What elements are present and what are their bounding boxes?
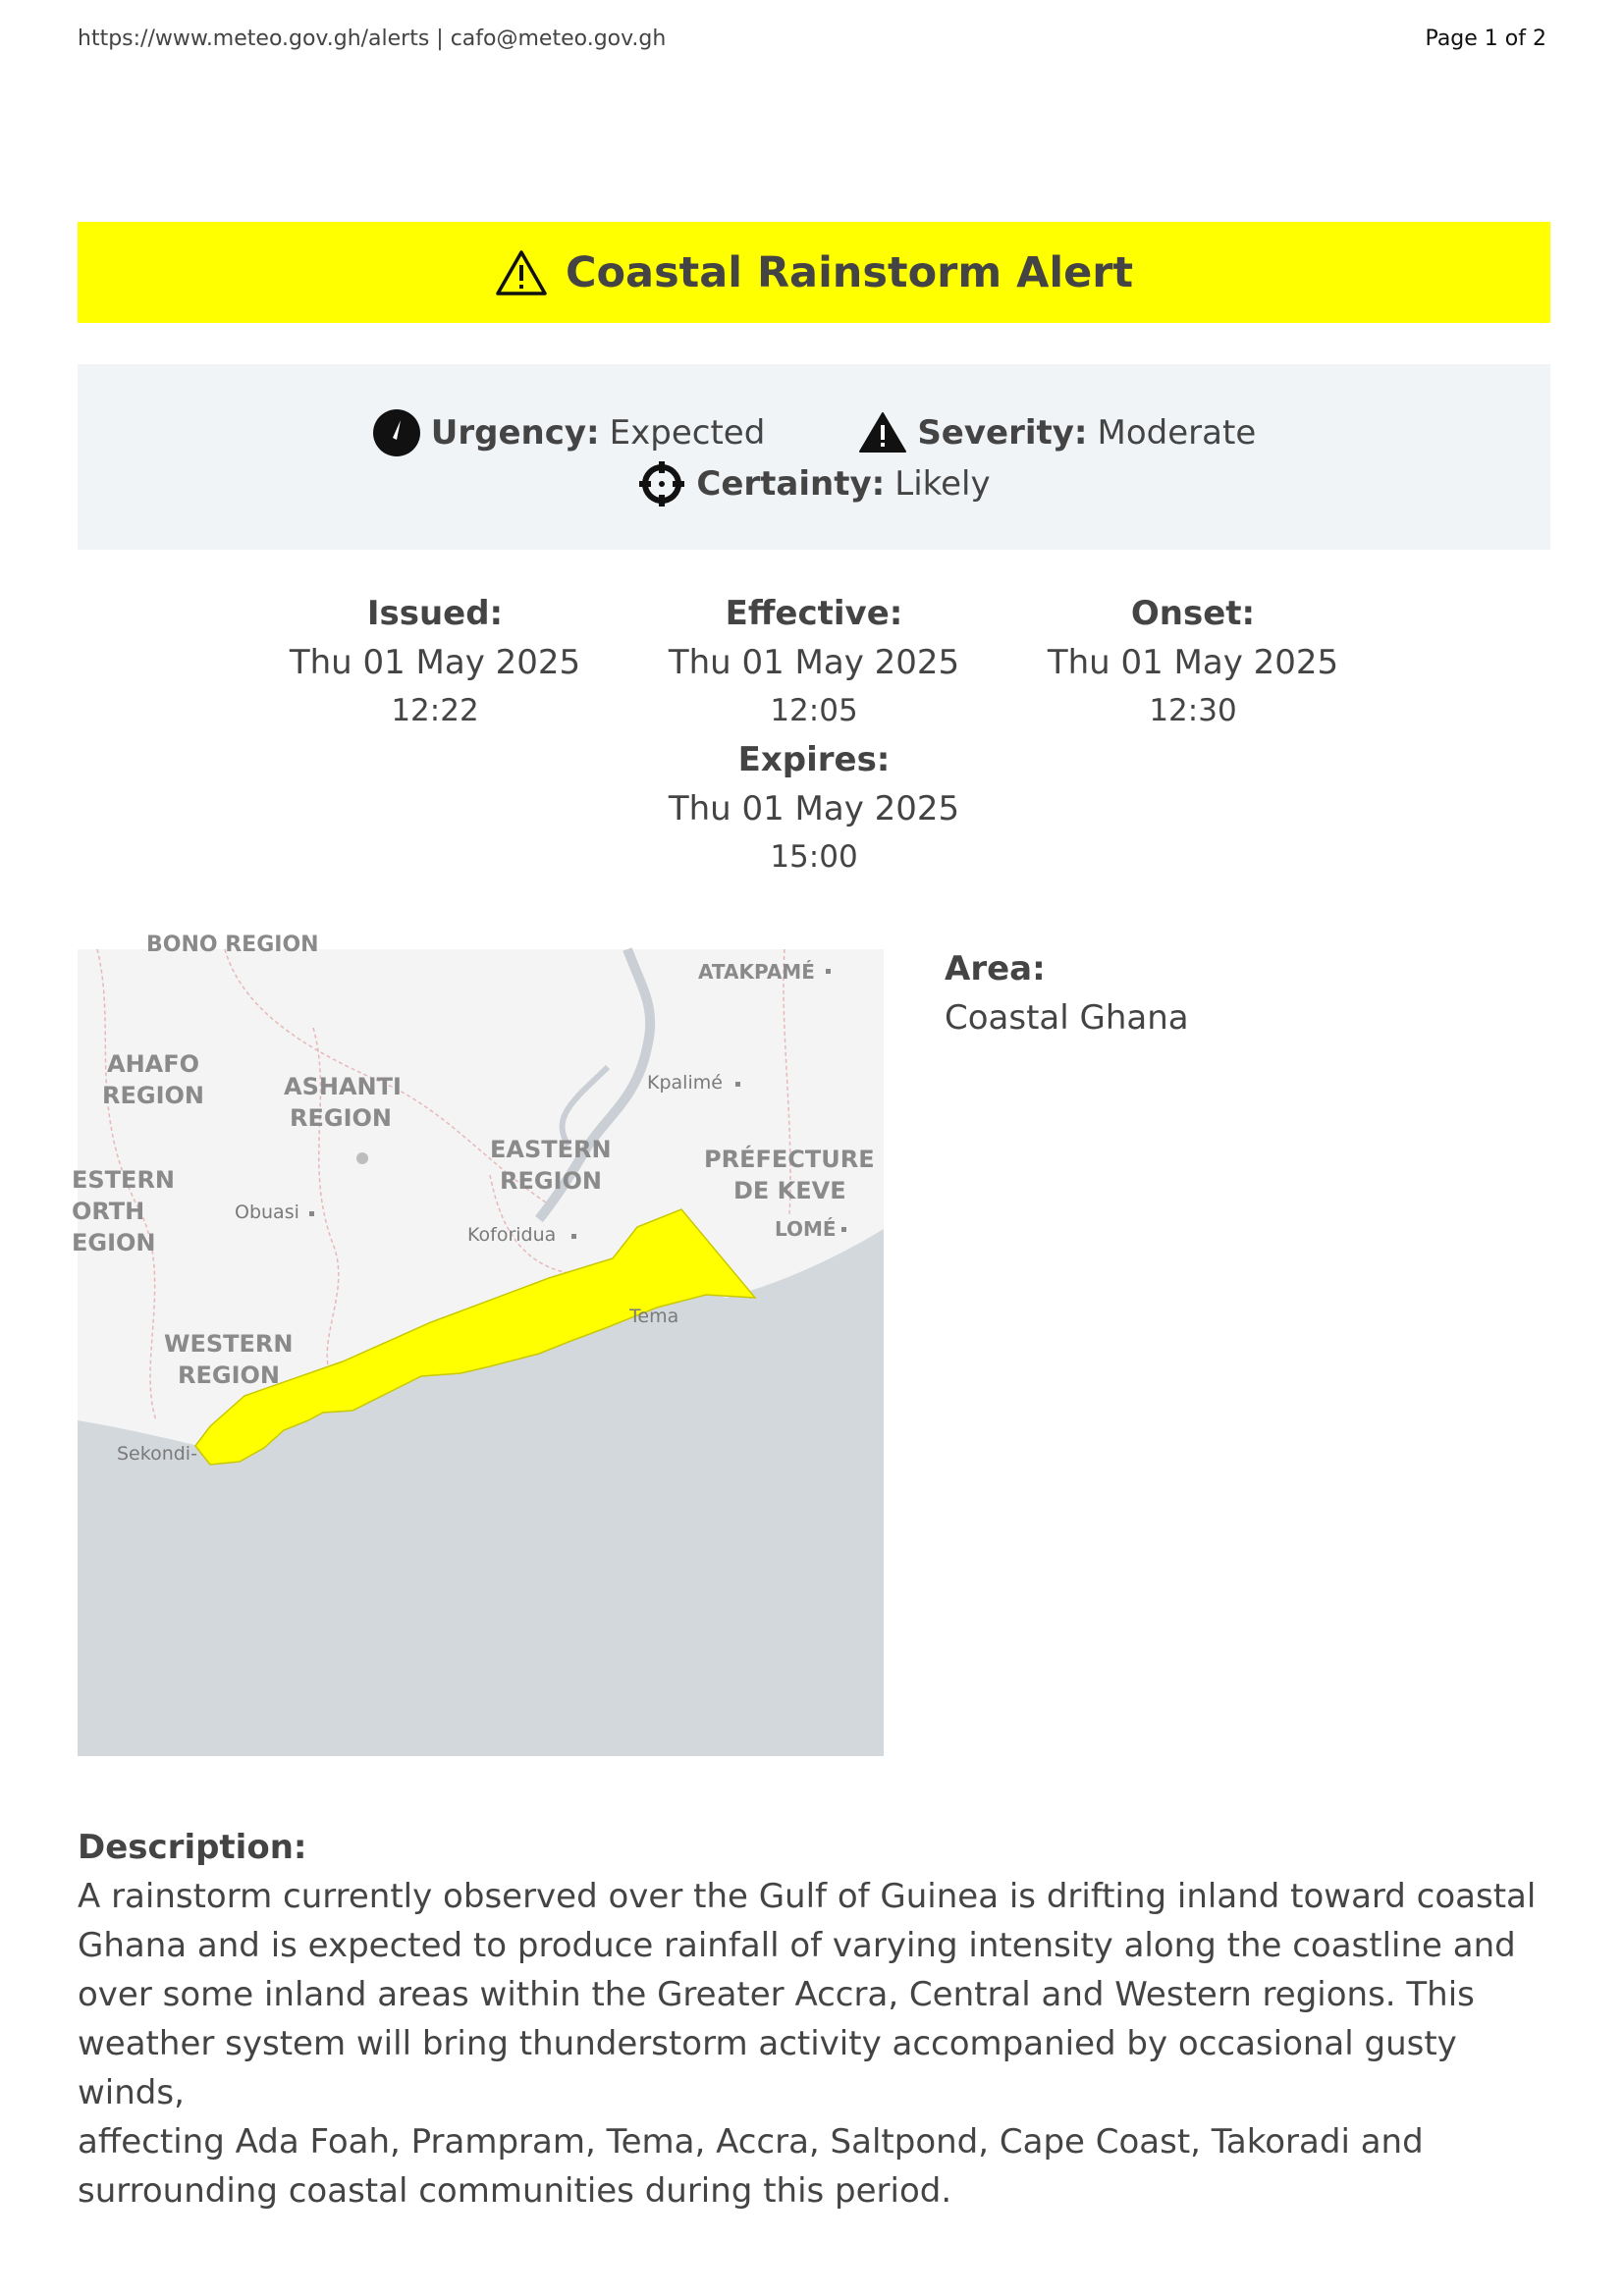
effective-day: Thu 01 May 2025 [668,643,960,682]
certainty-value: Likely [894,464,991,504]
town-marker [841,1227,846,1232]
city-marker [356,1152,368,1164]
map-label-ashanti-region: REGION [290,1104,392,1132]
description-line: weather system will bring thunderstorm activity accompanied by occasional gusty winds, [78,2024,1457,2112]
area-section [945,944,1189,1042]
crosshair-icon [637,459,686,508]
map-label-ashanti: ASHANTI [284,1073,402,1100]
town-marker [826,969,831,974]
map-label-atakpame: ATAKPAMÉ [698,960,815,984]
description-label: Description: [78,1828,307,1867]
alert-title: Coastal Rainstorm Alert [565,247,1134,297]
dates-section [78,589,1550,883]
map-canvas [72,933,884,1756]
map-label-bono: BONO REGION [146,933,319,957]
certainty-label: Certainty: [696,464,886,504]
urgency-label: Urgency: [430,413,600,453]
alert-title-bar [78,222,1550,323]
map-label-western-north-2: ORTH [72,1198,145,1225]
description-section [78,1823,1560,2216]
map-label-western-north-1: ESTERN [72,1166,176,1194]
severity-label: Severity: [917,413,1088,453]
map-label-prefecture: PRÉFECTURE [704,1146,875,1173]
map-label-lome: LOMÉ [775,1217,837,1241]
map-label-ahafo-region: REGION [102,1082,204,1109]
effective-label: Effective: [725,594,903,633]
map-label-ahafo: AHAFO [107,1050,200,1078]
stopwatch-icon [372,408,421,457]
map-label-western-north-3: EGION [72,1229,156,1256]
info-row [78,454,1550,513]
issued-time: 12:22 [391,693,479,728]
expires-block [647,735,981,881]
description-line: surrounding coastal communities during this period. [78,2171,952,2211]
alert-info-box [78,364,1550,550]
onset-day: Thu 01 May 2025 [1047,643,1339,682]
area-label: Area: [945,949,1046,988]
onset-label: Onset: [1130,594,1256,633]
map-label-eastern-region: REGION [500,1167,602,1195]
expires-day: Thu 01 May 2025 [668,789,960,828]
town-marker [735,1082,740,1087]
urgency-item [372,408,766,457]
alert-map [72,933,884,1756]
issued-day: Thu 01 May 2025 [289,643,581,682]
description-line: Ghana and is expected to produce rainfall of varying intensity along the coastline and [78,1926,1516,1965]
map-label-kpalime: Kpalimé [647,1072,723,1094]
area-value: Coastal Ghana [945,998,1189,1038]
onset-block [1026,589,1360,734]
page-number: Page 1 of 2 [1425,26,1546,51]
effective-time: 12:05 [770,693,858,728]
urgency-value: Expected [609,413,766,453]
effective-block [647,589,981,734]
expires-label: Expires: [737,740,891,779]
issued-block [268,589,602,734]
warning-icon [495,249,548,296]
map-label-eastern: EASTERN [490,1136,612,1163]
town-marker [309,1211,314,1216]
onset-time: 12:30 [1149,693,1237,728]
header-source-text: https://www.meteo.gov.gh/alerts | cafo@meteo.gov.gh [78,26,667,51]
page-header [78,24,1546,53]
certainty-item [637,459,990,508]
map-label-koforidua: Koforidua [467,1224,557,1246]
map-label-western: WESTERN [164,1330,294,1358]
description-line: affecting Ada Foah, Prampram, Tema, Accra, Saltpond, Cape Coast, Takoradi and [78,2122,1424,2162]
town-marker [571,1234,576,1239]
map-label-tema: Tema [629,1306,679,1327]
issued-label: Issued: [366,594,504,633]
severity-item [858,408,1256,457]
info-row [78,403,1550,462]
expires-time: 15:00 [770,839,858,875]
map-label-obuasi: Obuasi [235,1201,299,1223]
description-line: A rainstorm currently observed over the Gulf of Guinea is drifting inland toward coastal [78,1877,1537,1916]
warning-filled-icon [858,408,907,457]
severity-value: Moderate [1097,413,1257,453]
description-line: over some inland areas within the Greater Accra, Central and Western regions. This [78,1975,1475,2014]
map-label-de-keve: DE KEVE [733,1177,846,1204]
map-label-sekondi: Sekondi- [117,1443,197,1465]
map-label-western-region: REGION [178,1362,280,1389]
